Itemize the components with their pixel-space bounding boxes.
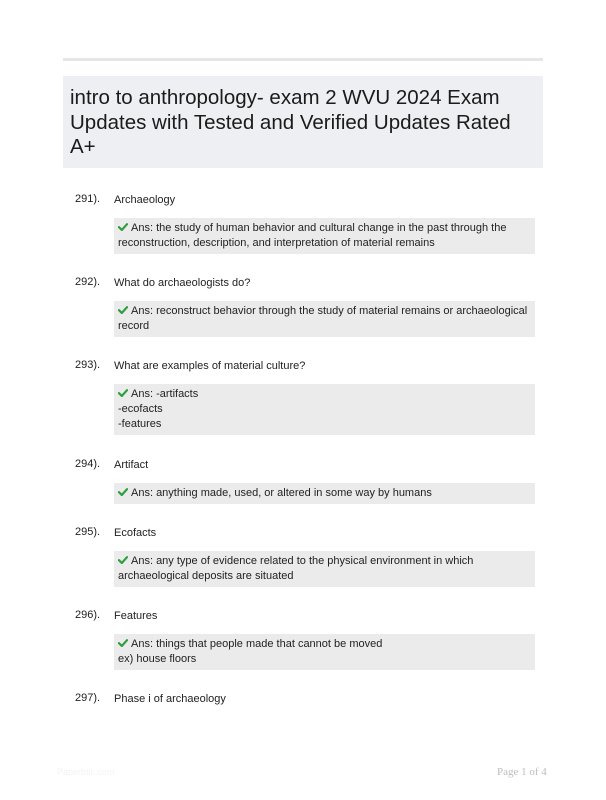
question-number: 294). bbox=[75, 458, 101, 470]
footer-watermark: Paperbtic.com bbox=[57, 767, 115, 777]
check-icon bbox=[118, 306, 128, 314]
question-text: What do archaeologists do? bbox=[114, 277, 251, 289]
answer-text: Ans: -artifacts -ecofacts -features bbox=[118, 388, 199, 430]
question-text: Ecofacts bbox=[114, 527, 157, 539]
check-icon bbox=[118, 223, 128, 231]
page-indicator: Page 1 of 4 bbox=[497, 766, 547, 778]
question-number: 291). bbox=[75, 193, 101, 205]
answer-box bbox=[114, 634, 535, 670]
question-number: 292). bbox=[75, 276, 101, 288]
answer-box bbox=[114, 551, 535, 587]
answer-text: Ans: any type of evidence related to the physical environment in which archaeological deposits are situated bbox=[118, 555, 474, 582]
question-text: Artifact bbox=[114, 459, 149, 471]
answer-box bbox=[114, 384, 535, 435]
question-number: 295). bbox=[75, 526, 101, 538]
check-icon bbox=[118, 556, 128, 564]
question-number: 296). bbox=[75, 609, 101, 621]
question-number: 293). bbox=[75, 359, 101, 371]
document-title: intro to anthropology- exam 2 WVU 2024 Exam Updates with Tested and Verified Updates Rated A+ bbox=[70, 86, 511, 158]
question-text: Archaeology bbox=[114, 194, 176, 206]
check-icon bbox=[118, 389, 128, 397]
answer-text: Ans: things that people made that cannot be moved ex) house floors bbox=[118, 638, 383, 665]
check-icon bbox=[118, 488, 128, 496]
title-banner bbox=[63, 76, 543, 168]
answer-text: Ans: anything made, used, or altered in some way by humans bbox=[131, 487, 432, 499]
answer-box bbox=[114, 483, 535, 504]
question-text: What are examples of material culture? bbox=[114, 360, 306, 372]
top-divider bbox=[63, 58, 543, 61]
question-number: 297). bbox=[75, 692, 101, 704]
answer-text: Ans: reconstruct behavior through the study of material remains or archaeological record bbox=[118, 305, 528, 332]
answer-box bbox=[114, 301, 535, 337]
question-text: Features bbox=[114, 610, 158, 622]
answer-box bbox=[114, 218, 535, 254]
check-icon bbox=[118, 639, 128, 647]
question-text: Phase i of archaeology bbox=[114, 693, 226, 705]
answer-text: Ans: the study of human behavior and cultural change in the past through the reconstruction, description, and interpretation of material remains bbox=[118, 222, 507, 249]
